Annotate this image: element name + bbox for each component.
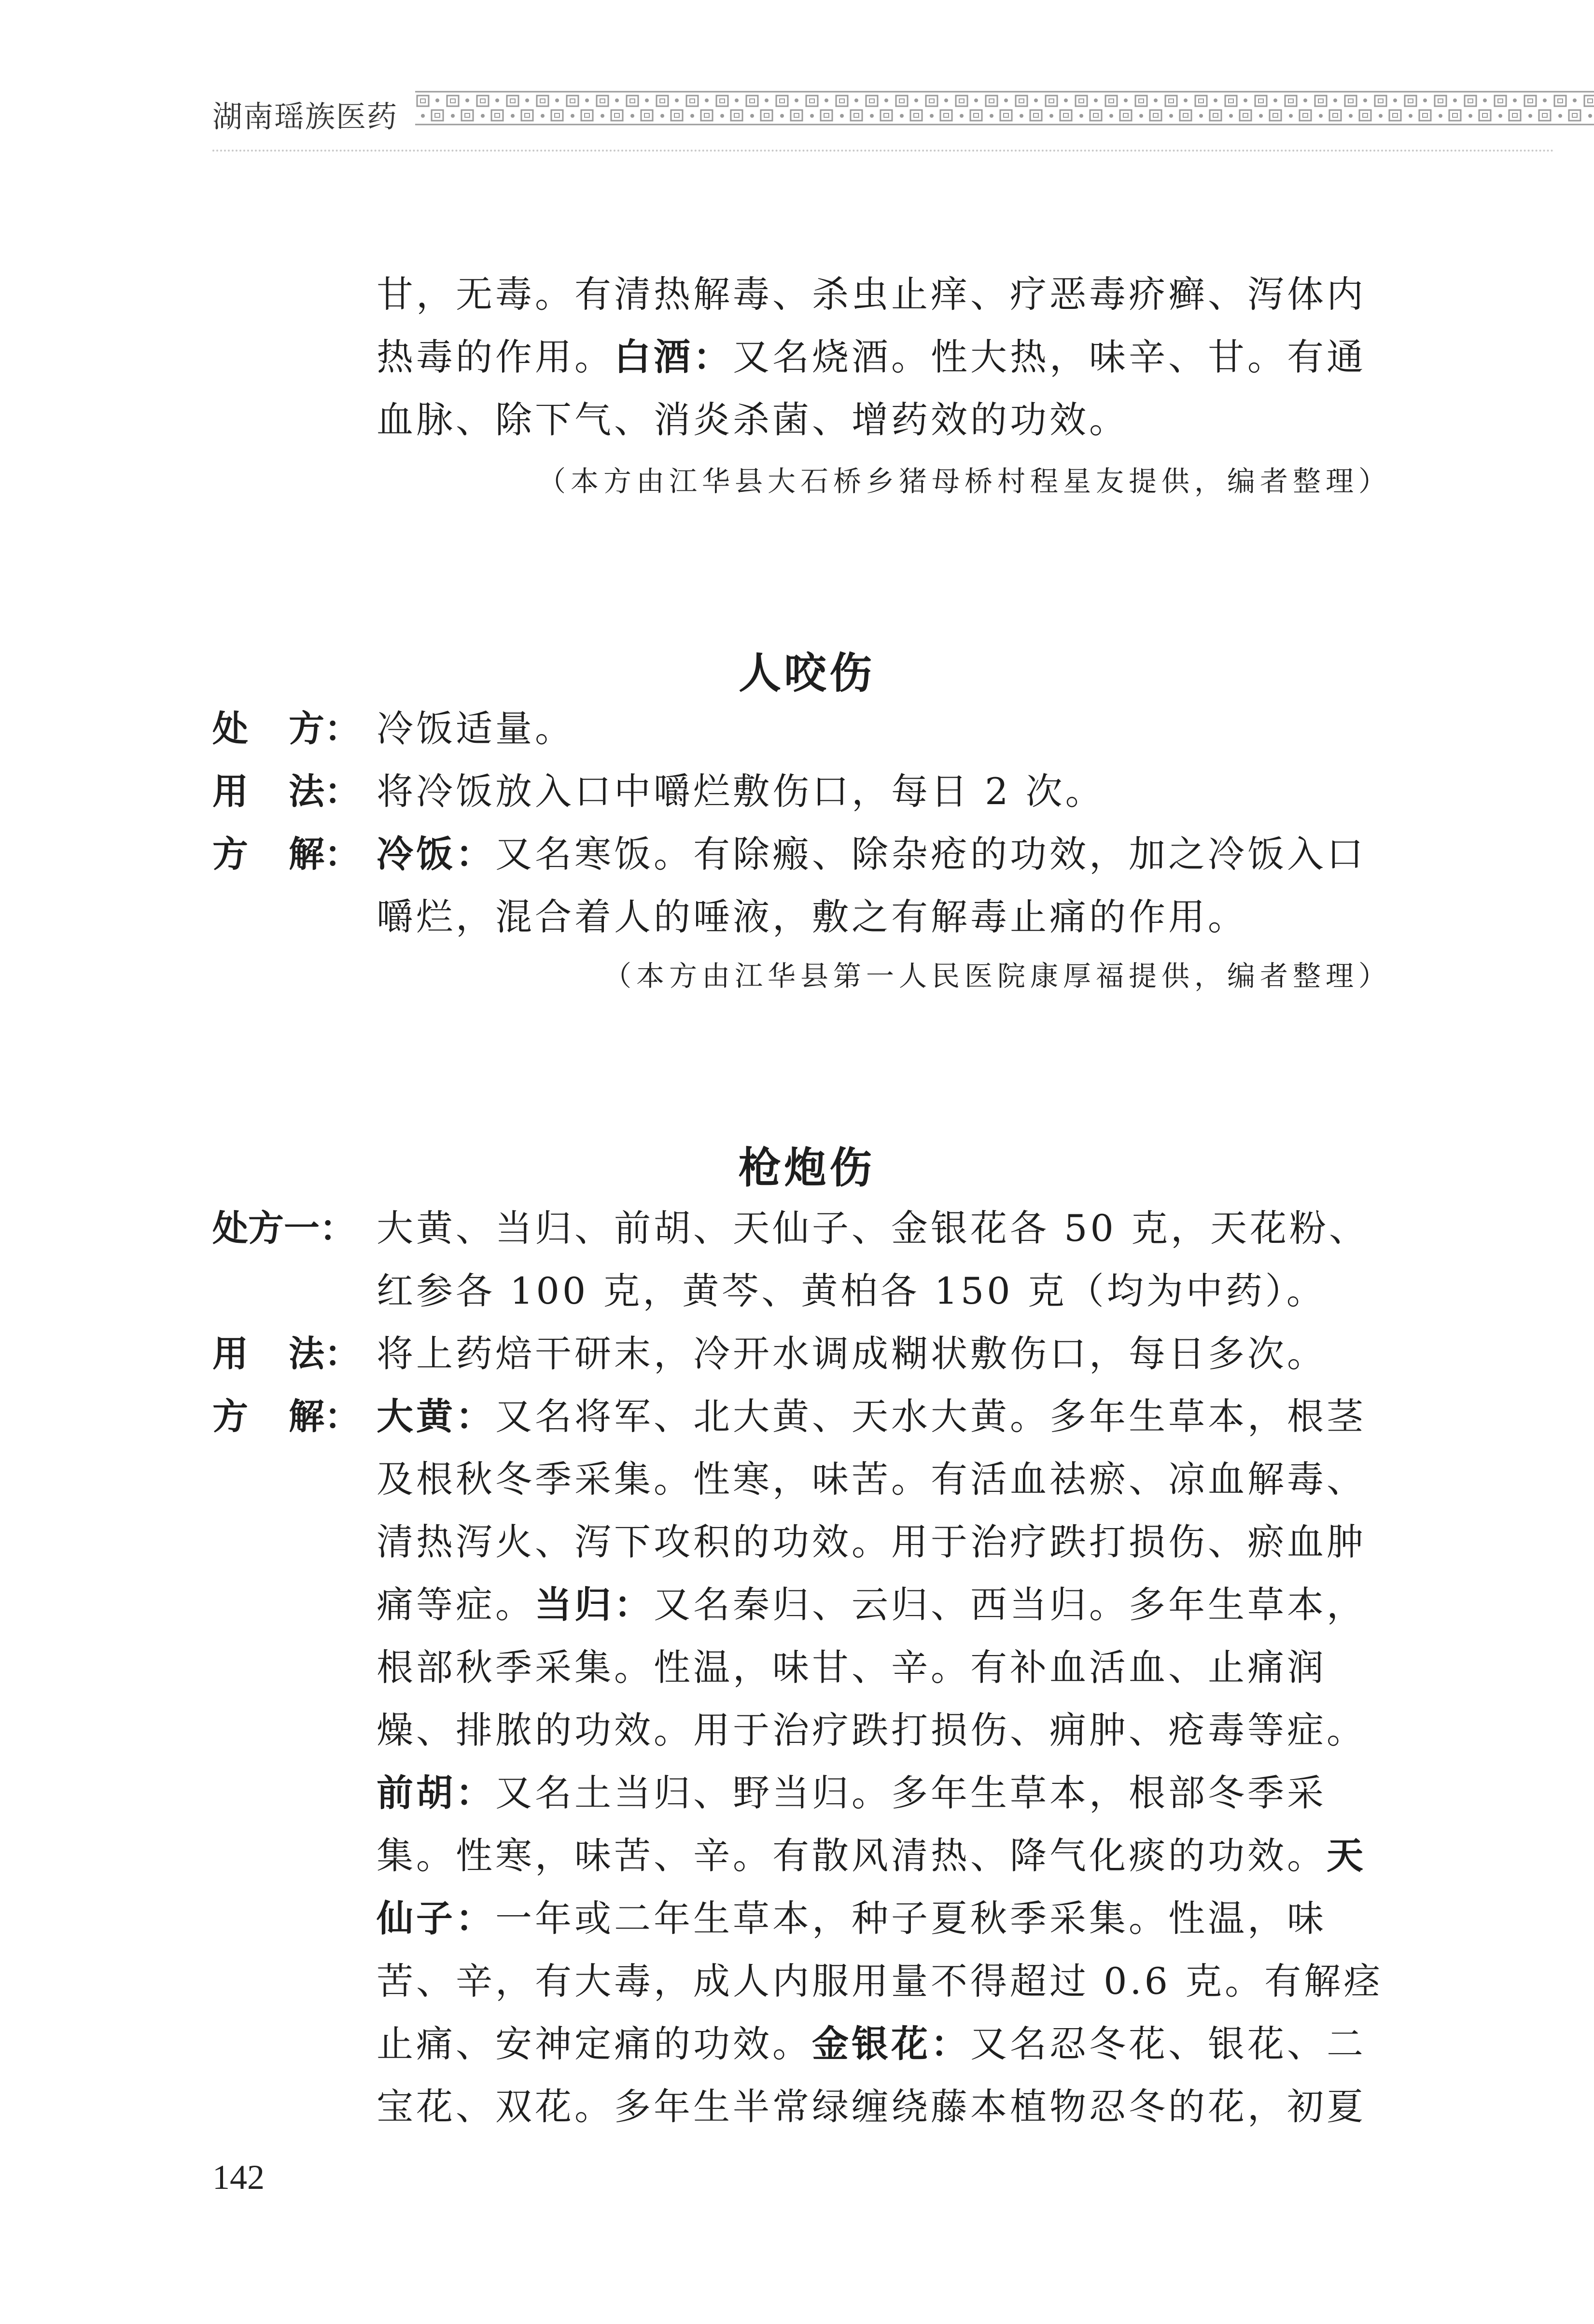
text-line: 冷饭：又名寒饭。有除瘢、除杂疮的功效，加之冷饭入口	[377, 833, 1366, 876]
prescription-text	[377, 1197, 1390, 1322]
prescription-label: 处 方：	[212, 708, 360, 750]
term-baijiu: 白酒：	[614, 335, 733, 378]
text-line: 苦、辛，有大毒，成人内服用量不得超过 0.6 克。有解痉	[377, 1960, 1384, 2003]
text-line: 甘，无毒。有清热解毒、杀虫止痒、疗恶毒疥癣、泻体内	[377, 273, 1366, 316]
term-lengfan: 冷饭：	[377, 833, 495, 876]
text-line: 宝花、双花。多年生半常绿缠绕藤本植物忍冬的花，初夏	[377, 2085, 1366, 2128]
section-title: 枪炮伤	[738, 1142, 875, 1193]
text-line: 燥、排脓的功效。用于治疗跌打损伤、痈肿、疮毒等症。	[377, 1709, 1366, 1752]
text-line: 根部秋季采集。性温，味甘、辛。有补血活血、止痛润	[377, 1646, 1327, 1689]
source-credit: （本方由江华县大石桥乡猪母桥村程星友提供，编者整理）	[537, 465, 1391, 498]
term-dahuang: 大黄：	[377, 1395, 495, 1438]
text-line: 清热泻火、泻下攻积的功效。用于治疗跌打损伤、瘀血肿	[377, 1520, 1366, 1563]
page-number: 142	[212, 2158, 265, 2197]
prescription-text: 冷饭适量。	[377, 707, 574, 750]
continued-explanation	[377, 263, 1390, 451]
text-line: 血脉、除下气、消炎杀菌、增药效的功效。	[377, 398, 1129, 441]
text-line: 止痛、安神定痛的功效。金银花：又名忍冬花、银花、二	[377, 2022, 1366, 2065]
section-title: 人咬伤	[738, 648, 875, 698]
explanation-label: 方 解：	[212, 1396, 360, 1437]
term-jinyinhua: 金银花：	[812, 2022, 970, 2065]
text-line: 及根秋冬季采集。性寒，味苦。有活血祛瘀、凉血解毒、	[377, 1458, 1366, 1501]
usage-text: 将冷饭放入口中嚼烂敷伤口，每日 2 次。	[377, 770, 1105, 813]
usage-label: 用 法：	[212, 771, 360, 812]
source-credit: （本方由江华县第一人民医院康厚福提供，编者整理）	[603, 960, 1391, 992]
header-divider	[212, 150, 1554, 152]
explanation-text	[377, 823, 1390, 948]
text-line: 大黄、当归、前胡、天仙子、金银花各 50 克，天花粉、	[377, 1207, 1369, 1250]
text-line: 大黄：又名将军、北大黄、天水大黄。多年生草本，根茎	[377, 1395, 1366, 1438]
running-header	[212, 77, 1554, 154]
prescription-label: 处方一：	[212, 1208, 355, 1249]
usage-label: 用 法：	[212, 1333, 360, 1375]
text-line: 仙子：一年或二年生草本，种子夏秋季采集。性温，味	[377, 1897, 1327, 1940]
usage-text: 将上药焙干研末，冷开水调成糊状敷伤口，每日多次。	[377, 1332, 1327, 1375]
decorative-border-pattern	[415, 91, 1594, 125]
text-line: 痛等症。当归：又名秦归、云归、西当归。多年生草本，	[377, 1583, 1366, 1626]
explanation-text	[377, 1385, 1390, 2138]
text-line: 红参各 100 克，黄芩、黄柏各 150 克（均为中药）。	[377, 1269, 1326, 1312]
term-tianxianzi-end: 仙子：	[377, 1897, 495, 1940]
term-tianxianzi-start: 天	[1327, 1834, 1366, 1877]
text-line: 前胡：又名土当归、野当归。多年生草本，根部冬季采	[377, 1771, 1327, 1814]
text-line: 集。性寒，味苦、辛。有散风清热、降气化痰的功效。天	[377, 1834, 1366, 1877]
explanation-label: 方 解：	[212, 834, 360, 875]
book-title: 湖南瑶族医药	[212, 99, 398, 134]
term-danggui: 当归：	[535, 1583, 654, 1626]
term-qianhu: 前胡：	[377, 1771, 495, 1814]
text-line: 热毒的作用。白酒：又名烧酒。性大热，味辛、甘。有通	[377, 335, 1366, 378]
text-line: 嚼烂，混合着人的唾液，敷之有解毒止痛的作用。	[377, 895, 1247, 938]
